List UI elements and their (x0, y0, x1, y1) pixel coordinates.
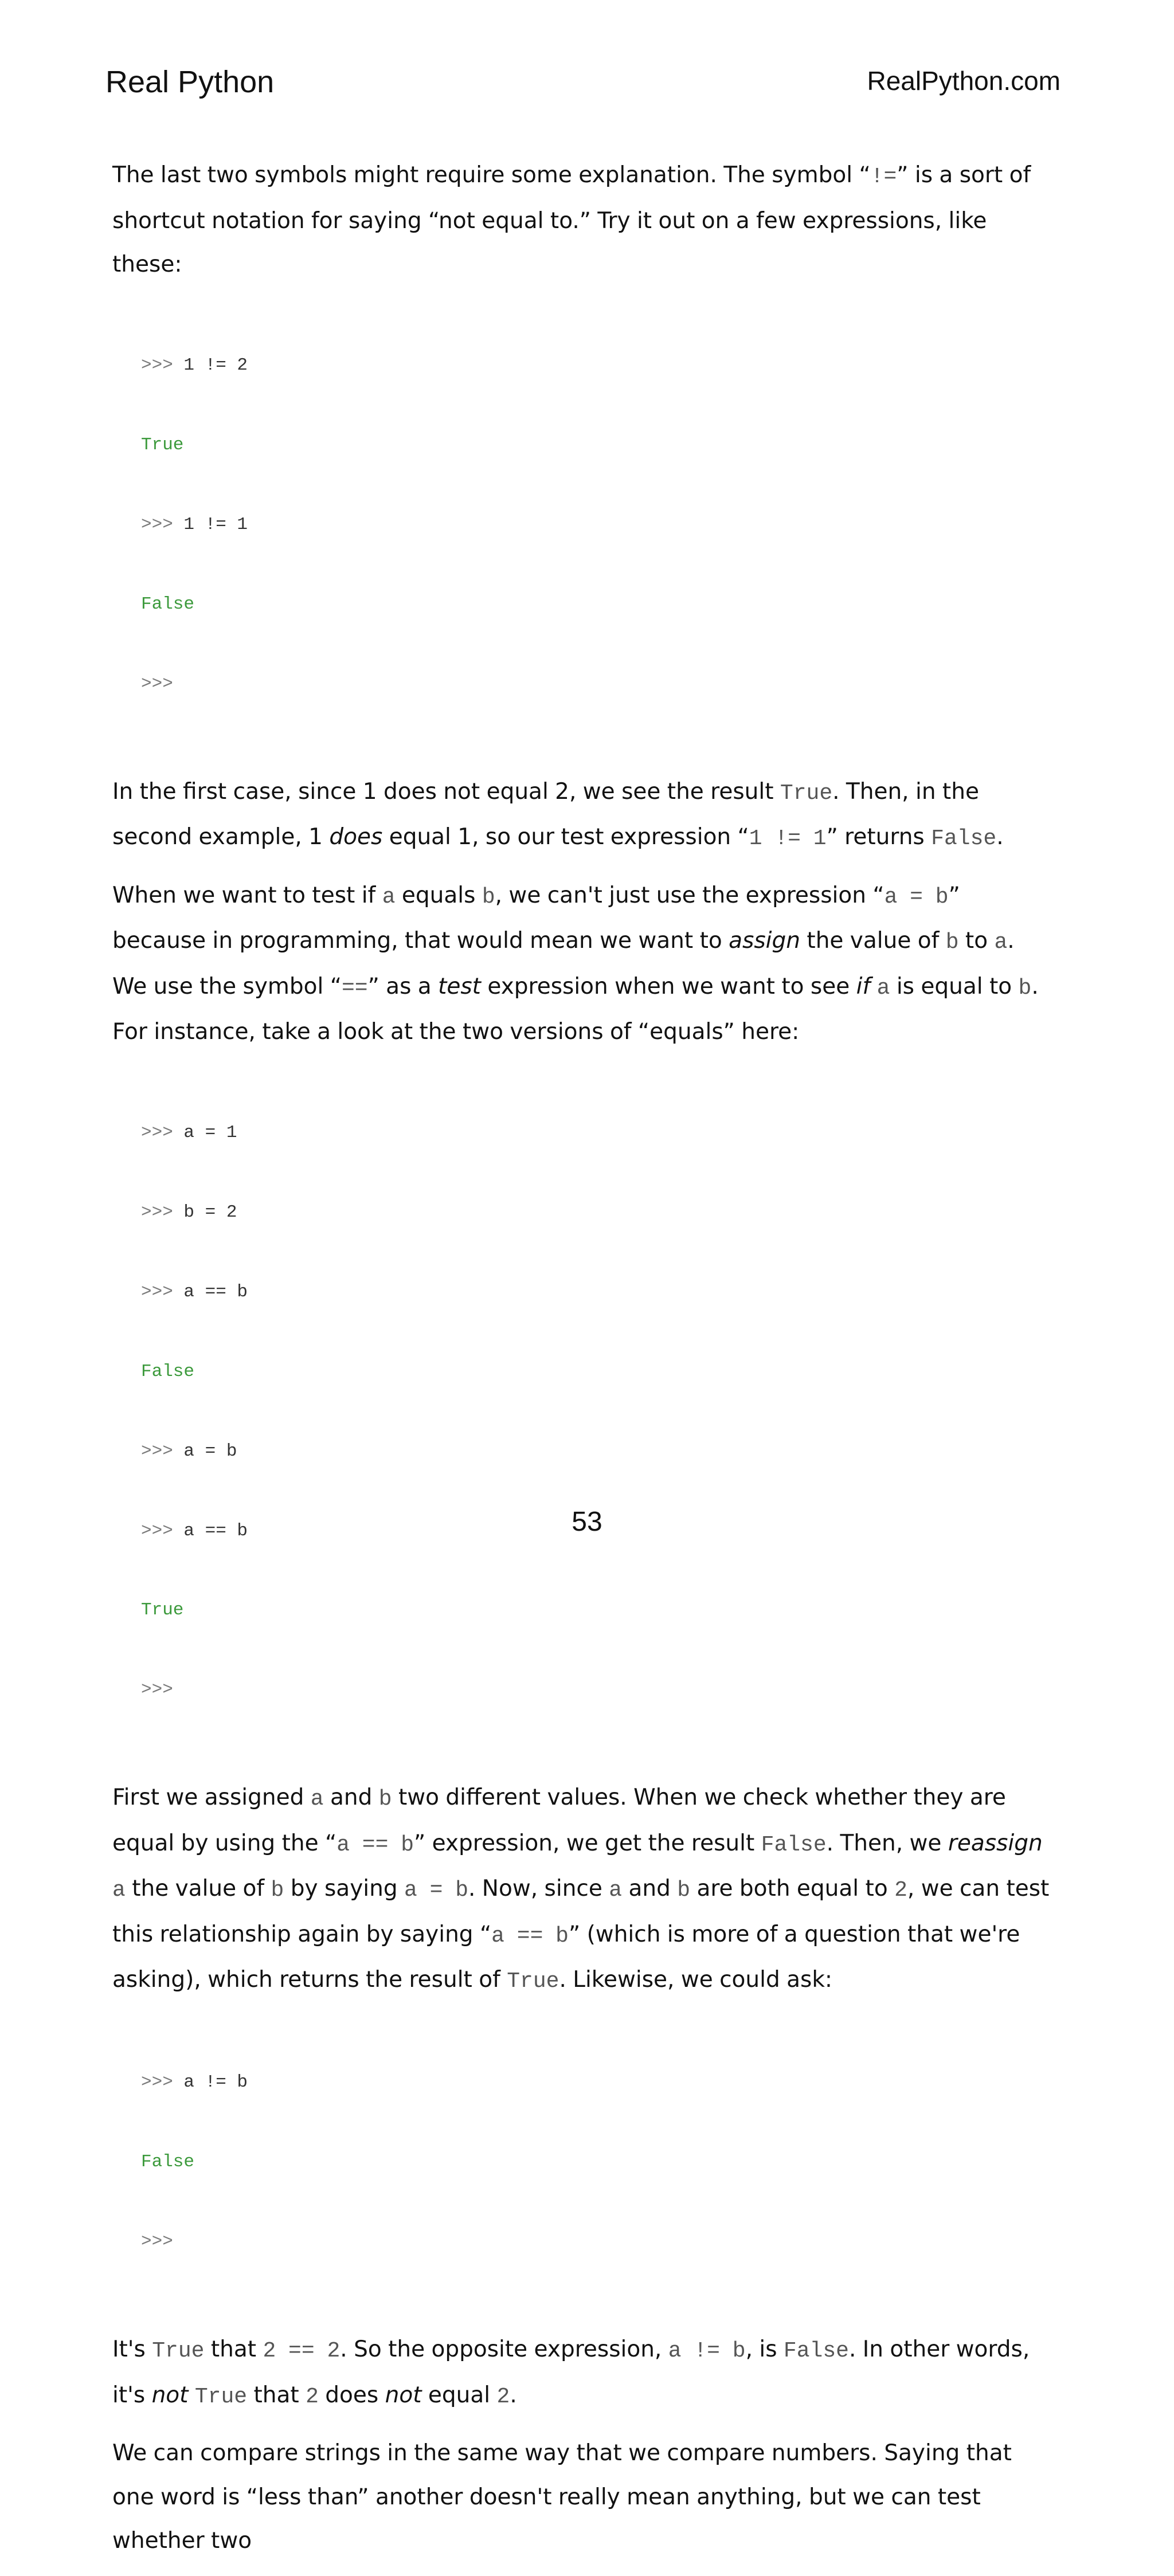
inline-code: != (870, 164, 897, 189)
text-run: ” as a (367, 973, 439, 999)
inline-code: a = b (404, 1878, 469, 1903)
code-line (141, 1438, 1052, 1465)
code-input: a = b (183, 1441, 237, 1461)
inline-code: True (780, 781, 833, 806)
text-run: is equal to (890, 973, 1019, 999)
emphasis: does (329, 824, 383, 850)
emphasis: not (385, 2382, 422, 2408)
text-run (870, 974, 876, 999)
text-run: ” (which is more of a question that we're asking), which returns the result of (112, 1921, 1020, 1993)
code-prompt: >>> (141, 1281, 184, 1302)
code-prompt: >>> (141, 2232, 173, 2252)
text-run: . We use the symbol “ (112, 928, 1015, 999)
code-input: b = 2 (183, 1202, 237, 1223)
inline-code: b (945, 930, 959, 955)
code-input: a == b (183, 1281, 248, 1302)
inline-code: b (378, 1787, 392, 1812)
inline-code: a (112, 1878, 126, 1903)
code-line (141, 2069, 1052, 2096)
code-input: a == b (183, 1520, 248, 1541)
text-run: . So the opposite expression, (340, 2336, 668, 2363)
paragraph-compare-strings (112, 2432, 1052, 2563)
text-run: , we can't just use the expression “ (495, 882, 885, 908)
code-line (141, 671, 1052, 697)
paragraph-equals-explanation (112, 874, 1052, 1054)
code-line (141, 352, 1052, 379)
text-run: equal (421, 2382, 497, 2408)
text-run: . (996, 824, 1004, 850)
inline-code: True (507, 1969, 559, 1994)
text-run: two different values. When we check whether they are equal by using the “ (112, 1785, 1006, 1856)
code-line (141, 1199, 1052, 1226)
inline-code: b (1018, 975, 1032, 1001)
code-output: True (141, 434, 184, 455)
paragraph-not-equal-intro (112, 154, 1052, 287)
code-block-equality (141, 1067, 1052, 1757)
text-run (188, 2382, 194, 2408)
emphasis: test (438, 973, 481, 999)
text-run: by saying (284, 1876, 404, 1902)
inline-code: a == b (491, 1923, 569, 1948)
text-run: The last two symbols might require some explanation. The symbol “ (112, 162, 871, 188)
inline-code: 2 (306, 2384, 319, 2409)
emphasis: not (151, 2382, 189, 2408)
text-run: ” because in programming, that would mean we want to (112, 882, 960, 954)
code-prompt: >>> (141, 1680, 173, 1700)
text-run: , we can test this relationship again by saying “ (112, 1876, 1050, 1947)
code-input: 1 != 2 (183, 355, 248, 376)
code-line (141, 1120, 1052, 1146)
inline-code: a (609, 1878, 623, 1903)
inline-code: False (783, 2339, 849, 2364)
inline-code: b (482, 884, 495, 909)
text-run: expression when we want to see (480, 973, 856, 999)
text-run: . (510, 2382, 517, 2408)
code-prompt: >>> (141, 673, 173, 694)
inline-code: a (310, 1787, 324, 1812)
code-prompt: >>> (141, 1202, 184, 1223)
inline-code: True (152, 2339, 205, 2364)
inline-code: 2 (894, 1878, 907, 1903)
code-block-not-equal-ask (141, 2017, 1052, 2308)
code-prompt: >>> (141, 1520, 184, 1541)
emphasis: assign (729, 928, 800, 954)
inline-code: a = b (884, 884, 949, 909)
code-prompt: >>> (141, 2072, 184, 2093)
paragraph-opposite (112, 2328, 1052, 2419)
inline-code: True (194, 2384, 248, 2409)
code-input: a != b (183, 2072, 248, 2093)
inline-code: == (341, 975, 368, 1001)
text-run: that (204, 2336, 263, 2363)
text-run: the value of (800, 928, 946, 954)
inline-code: False (761, 1832, 827, 1857)
inline-code: a == b (336, 1832, 414, 1857)
code-output: False (141, 594, 195, 614)
inline-code: a (876, 975, 890, 1001)
inline-code: a (994, 930, 1008, 955)
page-body (112, 154, 1052, 2576)
paragraph-reassign (112, 1776, 1052, 2004)
text-run: that (247, 2382, 306, 2408)
inline-code: 1 != 1 (749, 826, 827, 852)
code-input: 1 != 1 (183, 514, 248, 535)
text-run: . Then, in the second example, 1 (112, 778, 979, 850)
code-line (141, 1279, 1052, 1305)
code-output: False (141, 2152, 195, 2173)
running-header-title: Real Python (105, 65, 275, 99)
inline-code: b (271, 1878, 284, 1903)
text-run: . For instance, take a look at the two versions of “equals” here: (112, 973, 1039, 1045)
code-input: a = 1 (183, 1123, 237, 1143)
page-number: 53 (572, 1507, 602, 1537)
text-run: . Now, since (468, 1876, 609, 1902)
text-run: When we want to test if (112, 882, 382, 908)
text-run: ” expression, we get the result (414, 1830, 761, 1856)
inline-code: a != b (668, 2339, 746, 2364)
text-run: First we assigned (112, 1785, 311, 1811)
inline-code: 2 == 2 (263, 2339, 341, 2364)
code-prompt: >>> (141, 355, 184, 376)
text-run: . In other words, it's (112, 2336, 1030, 2408)
text-run: the value of (125, 1876, 271, 1902)
code-prompt: >>> (141, 1441, 184, 1461)
text-run: and (622, 1876, 678, 1902)
code-line (141, 2229, 1052, 2255)
text-run: In the first case, since 1 does not equal 2, we see the result (112, 778, 780, 805)
code-line (141, 512, 1052, 538)
code-block-not-equal (141, 300, 1052, 751)
running-header-site: RealPython.com (867, 66, 1060, 96)
inline-code: False (931, 826, 997, 852)
code-prompt: >>> (141, 1123, 184, 1143)
code-prompt: >>> (141, 514, 184, 535)
code-line (141, 1677, 1052, 1703)
emphasis: if (856, 973, 871, 999)
text-run: equal 1, so our test expression “ (382, 824, 749, 850)
text-run: equals (395, 882, 482, 908)
text-run: and (323, 1785, 379, 1811)
code-output: False (141, 1361, 195, 1382)
inline-code: 2 (496, 2384, 510, 2409)
text-run: . Then, we (826, 1830, 948, 1856)
text-run: to (958, 928, 995, 954)
code-output: True (141, 1600, 184, 1621)
text-run: does (318, 2382, 385, 2408)
text-run: ” is a sort of shortcut notation for saying “not equal to.” Try it out on a few expressions, like these: (112, 162, 1031, 277)
inline-code: b (677, 1878, 691, 1903)
inline-code: a (382, 884, 396, 909)
emphasis: reassign (948, 1830, 1043, 1856)
text-run: , is (745, 2336, 784, 2363)
text-run: ” returns (826, 824, 932, 850)
text-run: We can compare strings in the same way that we compare numbers. Saying that one word is “less than” another doesn't really mean anything, but we can test whether two (112, 2440, 1012, 2554)
paragraph-first-case (112, 770, 1052, 861)
text-run: are both equal to (690, 1876, 895, 1902)
text-run: . Likewise, we could ask: (559, 1967, 833, 1993)
text-run: It's (112, 2336, 152, 2363)
